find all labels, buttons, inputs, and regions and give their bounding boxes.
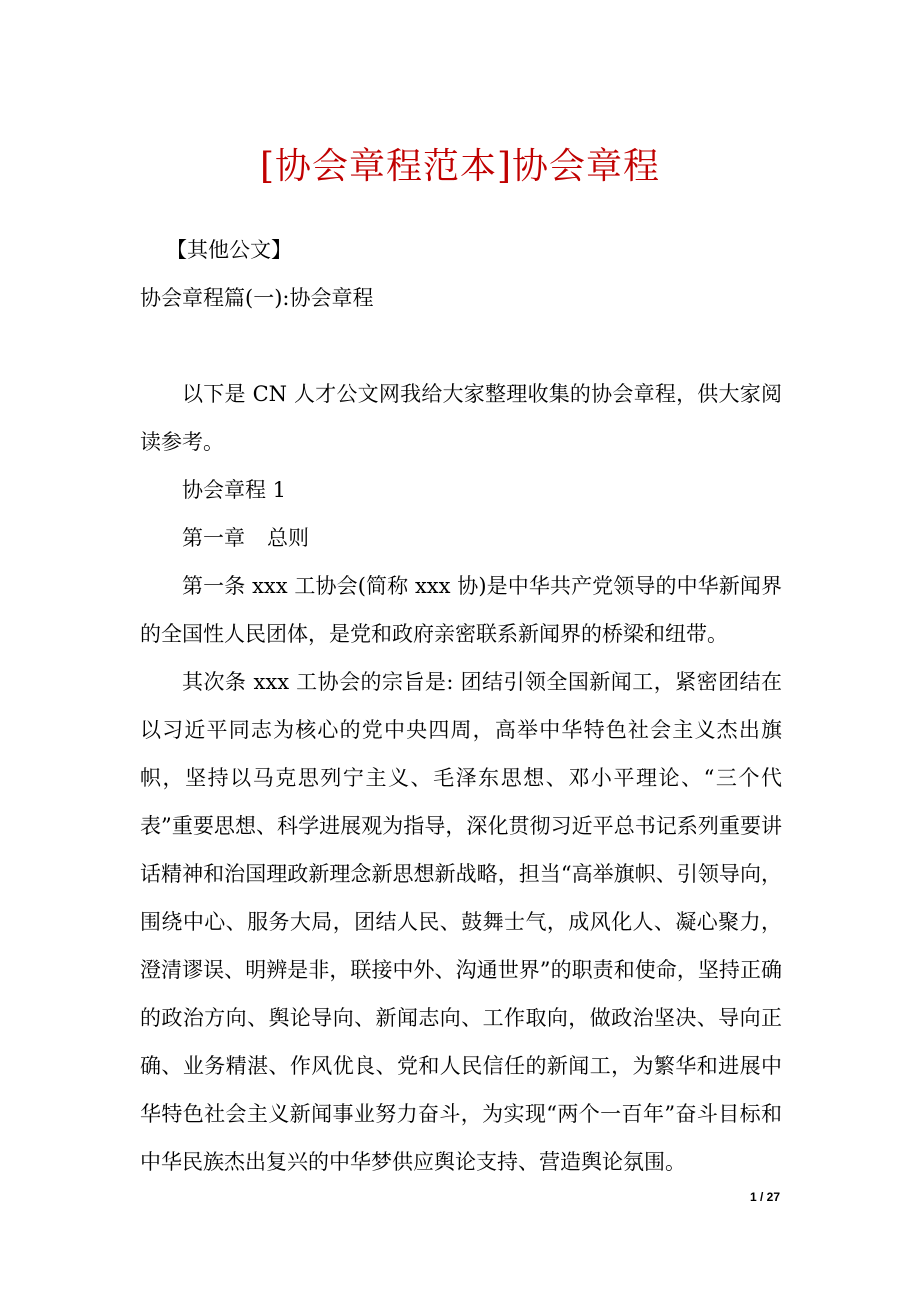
document-category: 【其他公文】 <box>166 238 292 262</box>
article-paragraph: 其次条 xxx 工协会的宗旨是: 团结引领全国新闻工，紧密团结在以习近平同志为核心的党中央四周，高举中华特色社会主义杰出旗帜，坚持以马克思列宁主义、毛泽东思想、邓小平理论、“三个代表”重要思想、科学进展观为指导，深化贯彻习近平总书记系列重要讲话精神和治国理政新理念新思想新战略，担当“高举旗帜、引领导向，围绕中心、服务大局，团结人民、鼓舞士气，成风化人、凝心聚力，澄清谬误、明辨是非，联接中外、沟通世界”的职责和使命，坚持正确的政治方向、舆论导向、新闻志向、工作取向，做政治坚决、导向正确、业务精湛、作风优良、党和人民信任的新闻工，为繁华和进展中华特色社会主义新闻事业努力奋斗，为实现“两个一百年”奋斗目标和中华民族杰出复兴的中华梦供应舆论支持、营造舆论氛围。 <box>140 670 782 1174</box>
charter-subtitle: 协会章程 1 <box>182 478 287 502</box>
document-title: [协会章程范本]协会章程 <box>259 146 661 187</box>
chapter-heading <box>140 514 782 562</box>
chapter-name: 总则 <box>267 526 309 550</box>
page-number: 1 / 27 <box>749 1190 780 1204</box>
intro-paragraph: 以下是 CN 人才公文网我给大家整理收集的协会章程，供大家阅读参考。 <box>140 382 782 454</box>
document-body <box>140 226 782 1186</box>
chapter-number: 第一章 <box>182 526 245 550</box>
article-paragraph: 第一条 xxx 工协会(简称 xxx 协)是中华共产党领导的中华新闻界的全国性人民团体，是党和政府亲密联系新闻界的桥梁和纽带。 <box>140 574 782 646</box>
paragraph-spacer <box>140 322 782 370</box>
section-heading: 协会章程篇(一):协会章程 <box>140 286 374 310</box>
